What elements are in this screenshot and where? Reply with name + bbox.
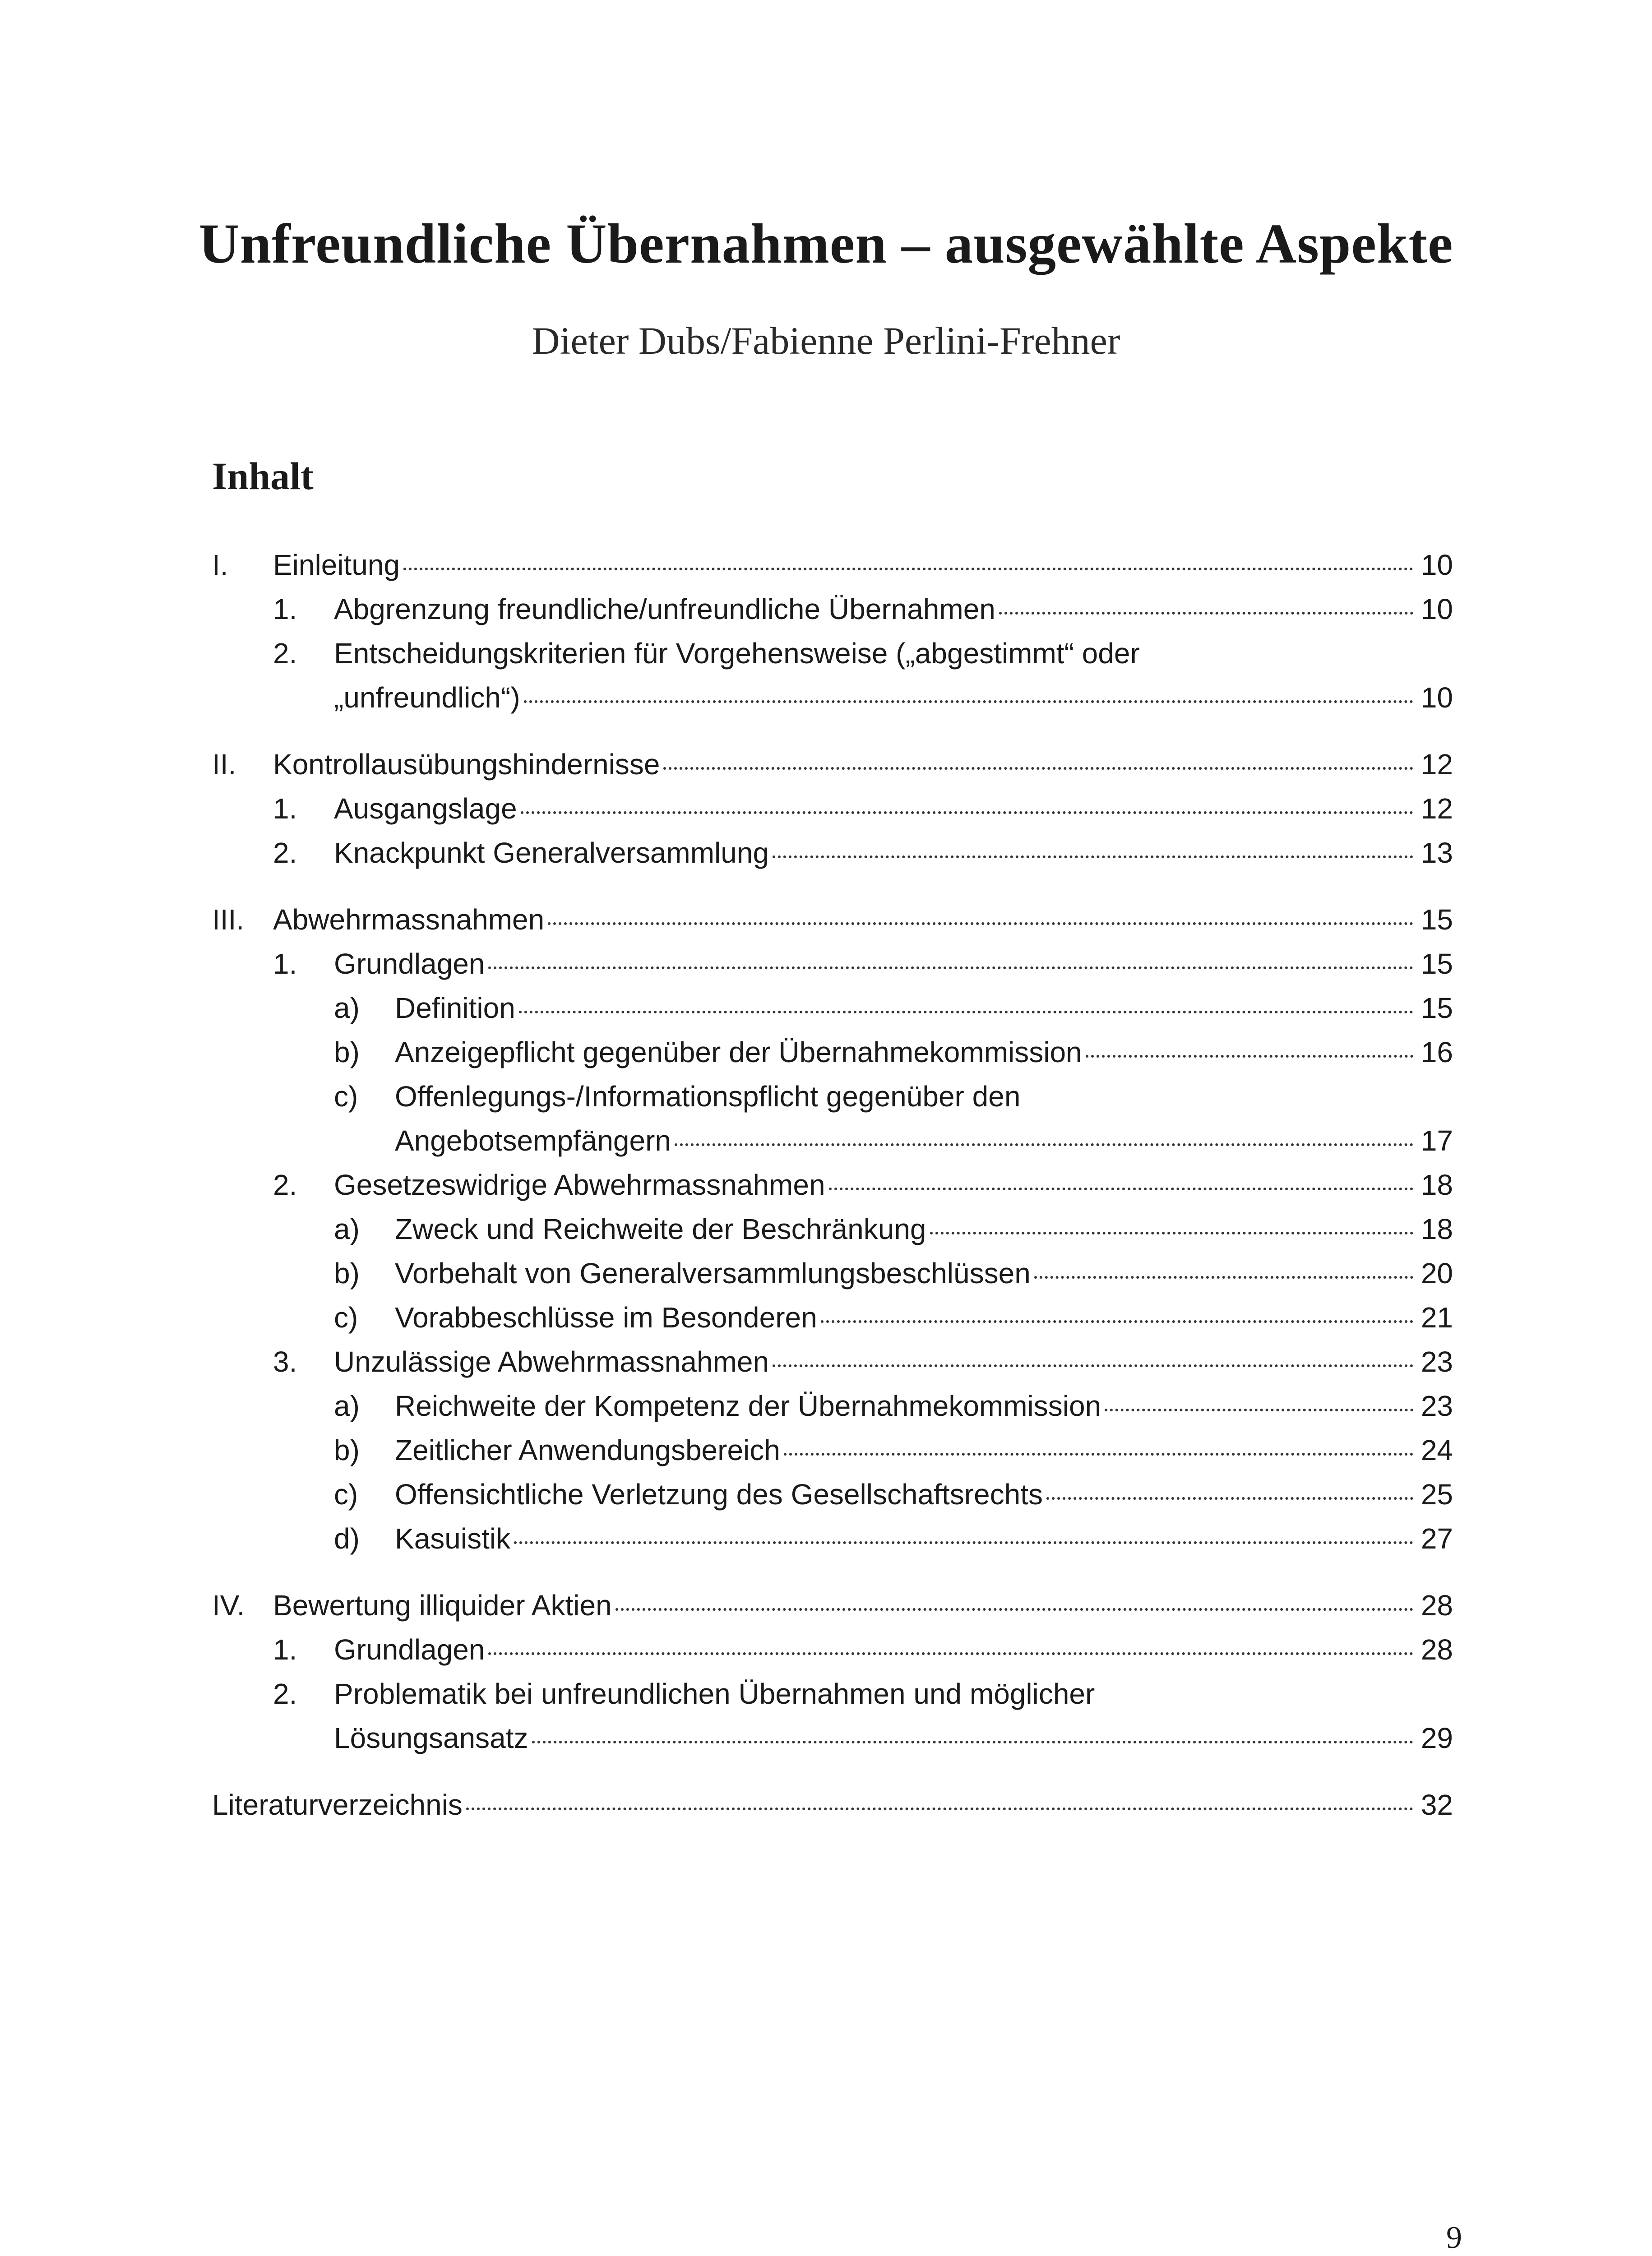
toc-entry-page: 15	[1421, 992, 1453, 1024]
toc-entry-number: II.	[212, 748, 236, 781]
toc-entry-title: Unzulässige Abwehrmassnahmen	[334, 1345, 769, 1378]
toc-entry-number: b)	[334, 1434, 360, 1466]
toc-entry[interactable]	[212, 1075, 1453, 1119]
toc-entry-title: Entscheidungskriterien für Vorgehensweise („abgestimmt“ oder	[334, 637, 1140, 670]
toc-entry-number: 1.	[273, 1633, 297, 1666]
toc-dot-leader	[532, 1741, 1413, 1743]
toc-dot-leader	[615, 1608, 1413, 1611]
toc-entry-page: 12	[1421, 748, 1453, 781]
toc-entry-line	[334, 681, 1453, 714]
toc-entry-title: Kasuistik	[395, 1522, 511, 1555]
toc-entry-number: a)	[334, 1213, 360, 1245]
toc-entry-number: IV.	[212, 1589, 245, 1622]
toc-entry[interactable]	[212, 676, 1453, 721]
toc-entry-title: Einleitung	[273, 549, 400, 581]
toc-entry-number: 1.	[273, 792, 297, 825]
toc-entry-title: Zeitlicher Anwendungsbereich	[395, 1434, 780, 1466]
toc-entry-title: Lösungsansatz	[334, 1722, 528, 1754]
toc-entry-page: 12	[1421, 792, 1453, 825]
document-title: Unfreundliche Übernahmen – ausgewählte Aspekte	[199, 213, 1453, 275]
toc-entry-line	[273, 748, 1453, 781]
toc-dot-leader	[514, 1541, 1413, 1544]
toc-entry[interactable]	[212, 1717, 1453, 1761]
toc-entry-line	[273, 1589, 1453, 1622]
toc-entry-number: a)	[334, 1390, 360, 1422]
toc-dot-leader	[488, 966, 1413, 969]
toc-entry-page: 18	[1421, 1169, 1453, 1201]
toc-entry-number: 2.	[273, 1169, 297, 1201]
document-authors: Dieter Dubs/Fabienne Perlini-Frehner	[532, 319, 1120, 362]
toc-dot-leader	[773, 1364, 1413, 1367]
toc-entry-line	[395, 1124, 1453, 1157]
toc-entry-line	[334, 592, 1453, 626]
toc-entry-line	[334, 1345, 1453, 1378]
toc-dot-leader	[773, 855, 1413, 858]
toc-entry-title: Grundlagen	[334, 1633, 485, 1666]
toc-entry-number: 2.	[273, 637, 297, 670]
toc-entry[interactable]	[212, 1385, 1453, 1429]
toc-entry-page: 17	[1421, 1124, 1453, 1157]
toc-entry-line	[334, 1633, 1453, 1666]
toc-entry-number: a)	[334, 992, 360, 1024]
toc-dot-leader	[403, 568, 1413, 570]
toc-entry-page: 29	[1421, 1722, 1453, 1754]
toc-dot-leader	[519, 1011, 1413, 1013]
toc-entry-line	[273, 903, 1453, 936]
toc-entry-title: Grundlagen	[334, 948, 485, 980]
toc-entry[interactable]	[212, 588, 1453, 632]
toc-heading: Inhalt	[212, 454, 314, 498]
toc-entry[interactable]	[212, 1341, 1453, 1385]
toc-entry[interactable]	[212, 544, 1453, 588]
toc-entry[interactable]	[212, 832, 1453, 876]
toc-entry[interactable]	[212, 1031, 1453, 1075]
toc-entry-number: 1.	[273, 593, 297, 625]
toc-entry[interactable]	[212, 1164, 1453, 1208]
toc-dot-leader	[829, 1188, 1413, 1190]
toc-entry[interactable]	[212, 632, 1453, 676]
toc-entry-number: I.	[212, 549, 228, 581]
toc-entry-page: 28	[1421, 1589, 1453, 1622]
toc-entry-title: Definition	[395, 992, 515, 1024]
toc-entry[interactable]	[212, 1517, 1453, 1562]
toc-entry-page: 27	[1421, 1522, 1453, 1555]
page-number: 9	[1446, 2220, 1462, 2255]
toc-entry-page: 23	[1421, 1345, 1453, 1378]
toc-dot-leader	[784, 1453, 1413, 1456]
toc-dot-leader	[488, 1652, 1413, 1655]
toc-entry-title: Vorabbeschlüsse im Besonderen	[395, 1301, 817, 1334]
toc-entry-page: 21	[1421, 1301, 1453, 1334]
toc-entry-line	[395, 1036, 1453, 1069]
toc-entry[interactable]	[212, 1673, 1453, 1717]
toc-entry-line	[395, 1301, 1453, 1334]
toc-entry-page: 13	[1421, 837, 1453, 869]
toc-entry-title: Bewertung illiquider Aktien	[273, 1589, 612, 1622]
toc-entry-line	[395, 1433, 1453, 1467]
toc-dot-leader	[1105, 1409, 1413, 1411]
toc-dot-leader	[466, 1808, 1413, 1810]
toc-entry-line	[334, 836, 1453, 869]
toc-entry[interactable]	[212, 1628, 1453, 1673]
toc-entry-line	[395, 1257, 1453, 1290]
toc-entry-line	[395, 991, 1453, 1025]
toc-entry-title: Knackpunkt Generalversammlung	[334, 837, 769, 869]
toc-entry-page: 24	[1421, 1434, 1453, 1466]
toc-entry-number: b)	[334, 1257, 360, 1290]
toc-entry[interactable]	[212, 1473, 1453, 1517]
toc-entry-number: c)	[334, 1478, 358, 1511]
toc-dot-leader	[930, 1232, 1414, 1234]
toc-entry[interactable]	[212, 787, 1453, 832]
toc-entry-title: Reichweite der Kompetenz der Übernahmekommission	[395, 1390, 1101, 1422]
toc-entry-line	[395, 1478, 1453, 1511]
toc-dot-leader	[1046, 1497, 1413, 1500]
toc-entry-title: Anzeigepflicht gegenüber der Übernahmekommission	[395, 1036, 1082, 1068]
toc-entry[interactable]	[212, 1119, 1453, 1164]
toc-entry-number: 3.	[273, 1345, 297, 1378]
toc-entry-title: Problematik bei unfreundlichen Übernahmen und möglicher	[334, 1678, 1095, 1710]
toc-entry-page: 10	[1421, 681, 1453, 714]
toc-entry-page: 28	[1421, 1633, 1453, 1666]
toc-entry-page: 18	[1421, 1213, 1453, 1245]
toc-entry-line	[334, 637, 1453, 670]
toc-entry-line	[273, 548, 1453, 582]
toc-entry-number: 1.	[273, 948, 297, 980]
toc-dot-leader	[821, 1320, 1413, 1323]
toc-entry-number: c)	[334, 1080, 358, 1113]
toc-entry-number: 2.	[273, 837, 297, 869]
toc-entry-title: Gesetzeswidrige Abwehrmassnahmen	[334, 1169, 825, 1201]
toc-entry-line	[212, 1788, 1453, 1821]
toc-entry-page: 15	[1421, 948, 1453, 980]
toc-entry-page: 25	[1421, 1478, 1453, 1511]
toc-dot-leader	[1086, 1055, 1413, 1058]
toc-entry[interactable]	[212, 898, 1453, 943]
toc-entry-line	[395, 1080, 1453, 1113]
toc-entry-title: Offenlegungs-/Informationspflicht gegenüber den	[395, 1080, 1021, 1113]
toc-entry-title: Abgrenzung freundliche/unfreundliche Übernahmen	[334, 593, 995, 625]
toc-entry-number: III.	[212, 903, 245, 936]
toc-entry-page: 16	[1421, 1036, 1453, 1068]
toc-dot-leader	[999, 612, 1413, 615]
toc-entry-title: Offensichtliche Verletzung des Gesellschaftsrechts	[395, 1478, 1043, 1511]
toc-dot-leader	[1034, 1276, 1413, 1279]
toc-entry-line	[334, 1677, 1453, 1710]
toc-entry-number: 2.	[273, 1678, 297, 1710]
toc-entry[interactable]	[212, 1252, 1453, 1296]
toc-entry[interactable]	[212, 987, 1453, 1031]
toc-entry-title: Angebotsempfängern	[395, 1124, 671, 1157]
toc-entry-number: d)	[334, 1522, 360, 1555]
toc-dot-leader	[548, 922, 1413, 925]
toc-entry-line	[395, 1389, 1453, 1423]
toc-entry-page: 10	[1421, 549, 1453, 581]
toc-entry[interactable]	[212, 1784, 1453, 1828]
toc-entry-page: 32	[1421, 1789, 1453, 1821]
toc-dot-leader	[675, 1143, 1413, 1146]
toc-entry-number: c)	[334, 1301, 358, 1334]
toc-entry-page: 23	[1421, 1390, 1453, 1422]
toc-entry-title: Kontrollausübungshindernisse	[273, 748, 660, 781]
toc-entry-line	[395, 1522, 1453, 1555]
toc-dot-leader	[524, 700, 1413, 703]
toc-entry-title: „unfreundlich“)	[334, 681, 520, 714]
toc-entry-line	[334, 1721, 1453, 1755]
toc-entry-line	[395, 1212, 1453, 1246]
toc-dot-leader	[521, 811, 1413, 814]
toc-entry[interactable]	[212, 943, 1453, 987]
toc-dot-leader	[663, 767, 1413, 770]
toc-entry-page: 15	[1421, 903, 1453, 936]
toc-entry-page: 20	[1421, 1257, 1453, 1290]
toc-entry-title: Abwehrmassnahmen	[273, 903, 545, 936]
toc-entry-page: 10	[1421, 593, 1453, 625]
table-of-contents	[212, 544, 1453, 1828]
toc-entry-line	[334, 792, 1453, 825]
toc-entry[interactable]	[212, 1296, 1453, 1341]
toc-entry[interactable]	[212, 1429, 1453, 1473]
toc-entry[interactable]	[212, 1208, 1453, 1252]
toc-entry-title: Vorbehalt von Generalversammlungsbeschlüssen	[395, 1257, 1031, 1290]
toc-entry-number: b)	[334, 1036, 360, 1068]
toc-entry-title: Zweck und Reichweite der Beschränkung	[395, 1213, 926, 1245]
toc-entry-title: Literaturverzeichnis	[212, 1789, 463, 1821]
toc-entry[interactable]	[212, 1584, 1453, 1628]
toc-entry[interactable]	[212, 743, 1453, 787]
toc-entry-line	[334, 947, 1453, 980]
toc-entry-line	[334, 1168, 1453, 1202]
toc-entry-title: Ausgangslage	[334, 792, 517, 825]
